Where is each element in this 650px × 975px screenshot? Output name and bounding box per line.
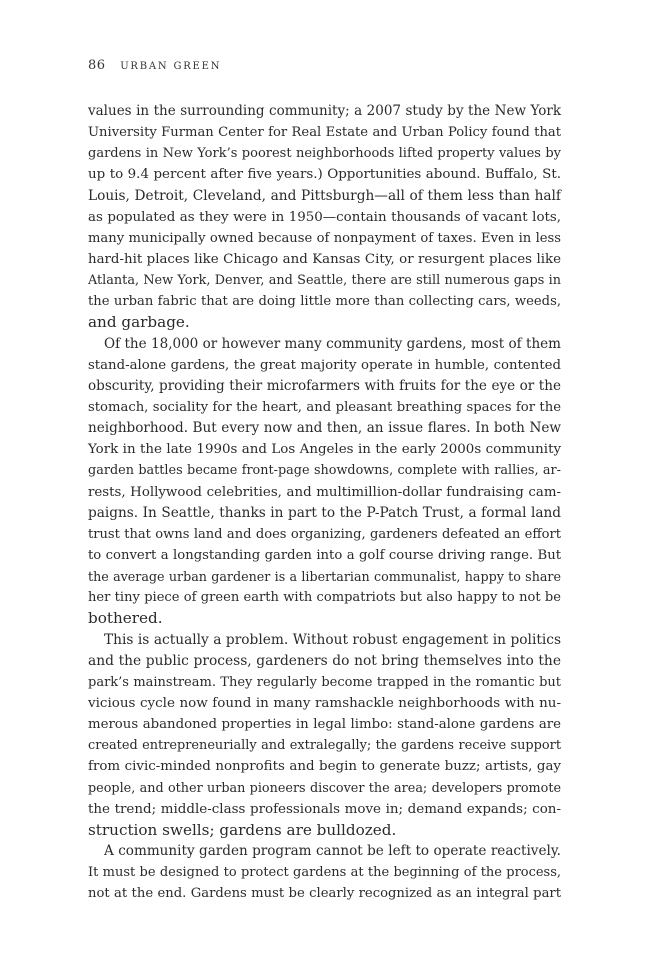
text-line: trust that owns land and does organizing, gardeners defeated an effort <box>88 526 561 542</box>
text-line: and the public process, gardeners do not bring themselves into the <box>88 652 561 669</box>
text-line: Of the 18,000 or however many community gardens, most of them <box>104 335 561 352</box>
text-line: obscurity, providing their microfarmers with fruits for the eye or the <box>88 377 561 394</box>
body-text <box>88 101 561 904</box>
text-line: people, and other urban pioneers discover the area; developers promote <box>88 780 561 796</box>
text-line: rests, Hollywood celebrities, and multimillion-dollar fundraising cam- <box>88 484 561 500</box>
text-line: This is actually a problem. Without robust engagement in politics <box>104 631 561 648</box>
text-line: hard-hit places like Chicago and Kansas City, or resurgent places like <box>88 251 561 267</box>
text-line: as populated as they were in 1950—contain thousands of vacant lots, <box>88 209 561 225</box>
text-line: park’s mainstream. They regularly become trapped in the romantic but <box>88 674 561 690</box>
text-line: It must be designed to protect gardens at the beginning of the process, <box>88 865 561 881</box>
text-line: bothered. <box>88 609 163 628</box>
text-line: the urban fabric that are doing little more than collecting cars, weeds, <box>88 294 561 310</box>
text-line: garden battles became front-page showdowns, complete with rallies, ar- <box>88 463 561 479</box>
text-line: values in the surrounding community; a 2007 study by the New York <box>88 103 561 119</box>
text-line: University Furman Center for Real Estate and Urban Policy found that <box>88 125 561 141</box>
text-line: merous abandoned properties in legal limbo: stand-alone gardens are <box>88 717 561 733</box>
text-line: vicious cycle now found in many ramshackle neighborhoods with nu- <box>88 694 561 711</box>
text-line: created entrepreneurially and extralegally; the gardens receive support <box>88 738 561 754</box>
running-title: URBAN GREEN <box>120 61 222 72</box>
running-head <box>88 58 221 73</box>
text-line: and garbage. <box>88 313 190 332</box>
text-line: stand-alone gardens, the great majority operate in humble, contented <box>88 357 561 373</box>
page-number: 86 <box>88 58 106 73</box>
text-line: stomach, sociality for the heart, and pleasant breathing spaces for the <box>88 399 561 415</box>
text-line: gardens in New York’s poorest neighborhoods lifted property values by <box>88 146 561 162</box>
text-line: to convert a longstanding garden into a golf course driving range. But <box>88 547 561 563</box>
text-line: neighborhood. But every now and then, an issue flares. In both New <box>88 420 561 437</box>
text-line: her tiny piece of green earth with compatriots but also happy to not be <box>88 590 561 606</box>
text-line: York in the late 1990s and Los Angeles in the early 2000s community <box>88 442 561 458</box>
text-line: the average urban gardener is a libertarian communalist, happy to share <box>88 569 561 585</box>
text-line: up to 9.4 percent after five years.) Opportunities abound. Buffalo, St. <box>88 167 561 183</box>
text-line: Atlanta, New York, Denver, and Seattle, there are still numerous gaps in <box>88 273 561 289</box>
text-line: the trend; middle-class professionals move in; demand expands; con- <box>88 801 561 817</box>
text-line: Louis, Detroit, Cleveland, and Pittsburgh—all of them less than half <box>88 187 561 204</box>
text-line: struction swells; gardens are bulldozed. <box>88 820 397 839</box>
text-line: A community garden program cannot be left to operate reactively. <box>104 842 561 859</box>
text-line: paigns. In Seattle, thanks in part to the P-Patch Trust, a formal land <box>88 504 561 521</box>
text-line: not at the end. Gardens must be clearly recognized as an integral part <box>88 886 561 902</box>
text-line: from civic-minded nonprofits and begin to generate buzz; artists, gay <box>88 759 561 775</box>
text-line: many municipally owned because of nonpayment of taxes. Even in less <box>88 230 561 246</box>
